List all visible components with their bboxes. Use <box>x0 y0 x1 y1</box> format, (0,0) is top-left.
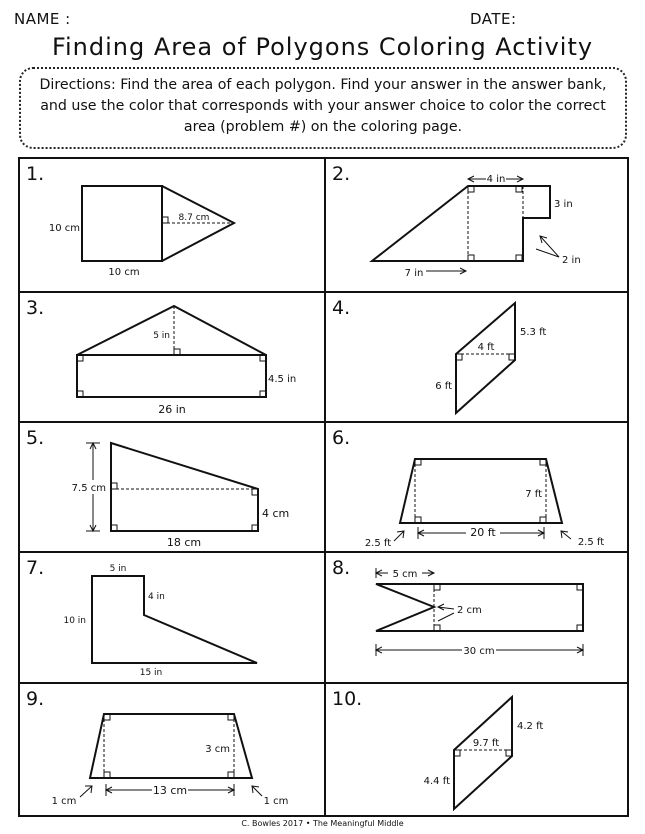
dimension-label: 5 in <box>109 564 127 574</box>
problem-number: 8. <box>332 557 351 579</box>
problem-number: 4. <box>332 297 351 319</box>
dimension-label: 2 in <box>562 255 581 266</box>
dimension-label: 2 cm <box>457 605 482 616</box>
dimension-label: 15 in <box>139 668 163 678</box>
dimension-label: 4 ft <box>477 342 495 353</box>
problem-1-figure <box>20 159 326 293</box>
problem-number: 3. <box>26 297 45 319</box>
problem-number: 10. <box>332 688 363 710</box>
problem-10-figure <box>326 684 629 815</box>
problem-number: 9. <box>26 688 45 710</box>
problem-grid <box>18 157 629 817</box>
problem-2-figure <box>326 159 629 293</box>
dimension-label: 30 cm <box>463 646 495 657</box>
date-label: DATE: <box>470 10 517 28</box>
name-label: NAME : <box>14 10 71 28</box>
problem-number: 5. <box>26 427 45 449</box>
problem-number: 7. <box>26 557 45 579</box>
dimension-label: 7 in <box>404 268 424 279</box>
problem-3 <box>20 293 326 423</box>
dimension-label: 3 in <box>554 199 573 210</box>
problem-7-figure <box>20 553 326 684</box>
dimension-label: 7.5 cm <box>71 483 106 494</box>
dimension-label: 8.7 cm <box>178 213 210 223</box>
dimension-label: 5 in <box>153 331 170 341</box>
dimension-label: 1 cm <box>263 796 289 807</box>
problem-4 <box>326 293 629 423</box>
dimension-label: 18 cm <box>166 536 202 549</box>
dimension-label: 7 ft <box>525 489 542 500</box>
dimension-label: 4.2 ft <box>517 721 544 732</box>
problem-8 <box>326 553 629 684</box>
problem-5-figure <box>20 423 326 553</box>
problem-7 <box>20 553 326 684</box>
footer-credit: C. Bowles 2017 • The Meaningful Middle <box>241 819 404 828</box>
dimension-label: 6 ft <box>435 381 452 392</box>
directions-box: Directions: Find the area of each polygon. Find your answer in the answer bank, and use the color that corresponds with your answer choice to color the correct area (problem #) on the coloring page. <box>19 67 627 149</box>
dimension-label: 4.5 in <box>268 374 297 385</box>
problem-6 <box>326 423 629 553</box>
dimension-label: 10 cm <box>48 223 80 234</box>
dimension-label: 20 ft <box>470 526 496 539</box>
dimension-label: 5 cm <box>392 569 418 580</box>
problem-number: 6. <box>332 427 351 449</box>
dimension-label: 3 cm <box>205 744 230 755</box>
problem-6-figure <box>326 423 629 553</box>
dimension-label: 26 in <box>158 403 186 416</box>
dimension-label: 4 in <box>486 174 506 185</box>
problem-number: 1. <box>26 163 45 185</box>
problem-3-figure <box>20 293 326 423</box>
problem-1 <box>20 159 326 293</box>
dimension-label: 4.4 ft <box>423 776 450 787</box>
dimension-label: 5.3 ft <box>520 327 547 338</box>
dimension-label: 13 cm <box>152 784 188 797</box>
dimension-label: 10 cm <box>108 267 140 278</box>
worksheet-title: Finding Area of Polygons Coloring Activity <box>51 33 594 61</box>
problem-2 <box>326 159 629 293</box>
dimension-label: 2.5 ft <box>577 537 605 548</box>
dimension-label: 1 cm <box>51 796 77 807</box>
dimension-label: 10 in <box>63 616 86 626</box>
dimension-label: 4 cm <box>262 507 290 520</box>
problem-4-figure <box>326 293 629 423</box>
dimension-label: 2.5 ft <box>364 538 392 549</box>
problem-5 <box>20 423 326 553</box>
problem-10 <box>326 684 629 815</box>
problem-9-figure <box>20 684 326 815</box>
problem-8-figure <box>326 553 629 684</box>
dimension-label: 4 in <box>148 592 165 602</box>
problem-number: 2. <box>332 163 351 185</box>
problem-9 <box>20 684 326 815</box>
dimension-label: 9.7 ft <box>472 738 500 749</box>
